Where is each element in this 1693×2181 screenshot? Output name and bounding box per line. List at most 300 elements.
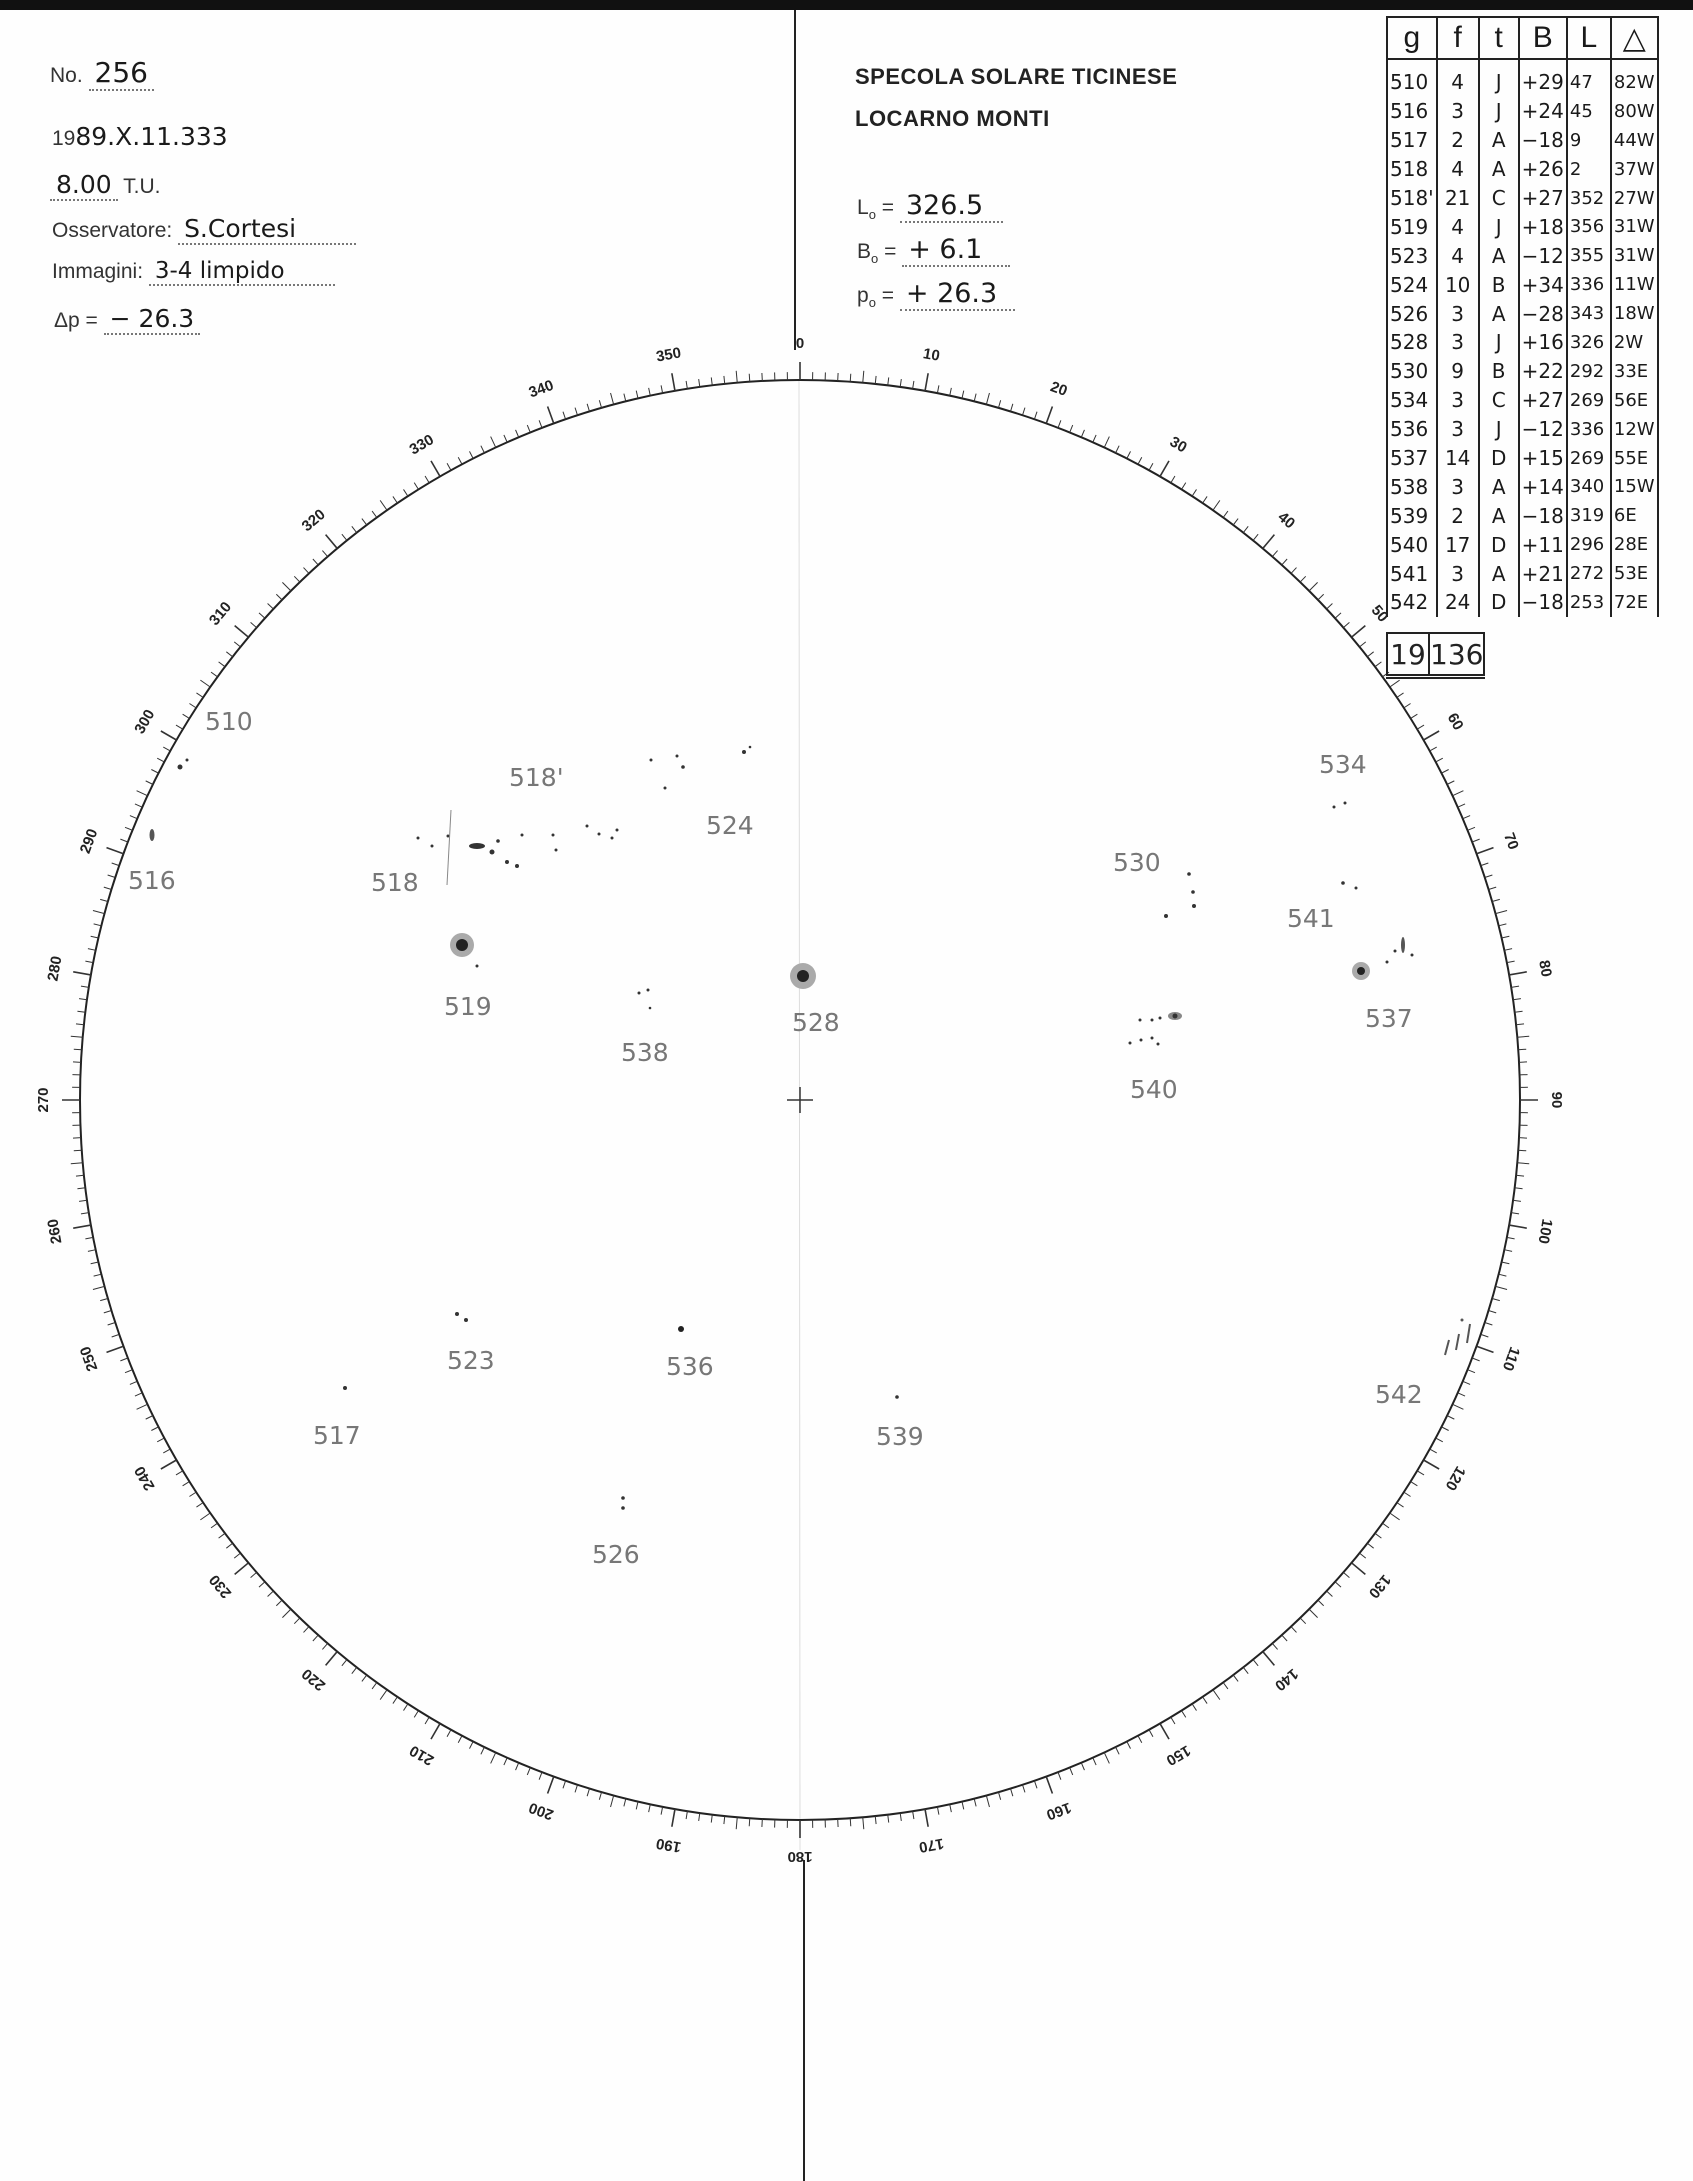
cell-longitude: 352: [1567, 184, 1611, 213]
scale-tick: [1138, 457, 1142, 464]
scale-tick: [1223, 1682, 1228, 1688]
cell-cm-distance: 80W: [1611, 97, 1658, 126]
scale-tick: [491, 437, 496, 448]
scale-tick: [1367, 1543, 1373, 1548]
scale-tick: [211, 672, 217, 677]
scale-tick: [1447, 781, 1454, 785]
cell-group: 536: [1387, 415, 1437, 444]
observatory-location: LOCARNO MONTI: [855, 106, 1050, 131]
cell-longitude: 340: [1567, 472, 1611, 501]
cell-longitude: 319: [1567, 501, 1611, 530]
header-B: B: [1519, 17, 1567, 59]
scale-tick: [925, 373, 928, 391]
cell-group: 540: [1387, 530, 1437, 559]
scale-tick: [137, 791, 148, 796]
scale-tick: [1233, 519, 1238, 525]
scale-tick: [1318, 1600, 1324, 1606]
scale-tick: [575, 1785, 577, 1793]
scale-tick: [1263, 1652, 1275, 1666]
cell-group: 517: [1387, 126, 1437, 155]
scale-tick: [1397, 693, 1404, 697]
scale-tick: [863, 371, 864, 383]
scale-tick: [1424, 1460, 1440, 1469]
scale-tick: [1515, 1188, 1523, 1189]
scale-tick: [1011, 404, 1013, 412]
scale-tick: [1192, 489, 1196, 496]
scale-tick: [469, 1742, 473, 1749]
scale-tick: [661, 1807, 663, 1815]
scale-tick: [1253, 534, 1258, 540]
scale-tick: [1492, 1298, 1500, 1300]
scale-tick: [1518, 1150, 1526, 1151]
scale-tick: [251, 622, 257, 627]
scale-tick: [1367, 652, 1373, 657]
scale-tick: [235, 626, 249, 638]
table-row: [1387, 270, 1658, 299]
scale-tick: [79, 999, 87, 1000]
cell-cm-distance: 56E: [1611, 386, 1658, 415]
scale-tick: [1499, 924, 1507, 926]
scale-tick: [282, 1609, 290, 1617]
scale-tick: [1127, 1742, 1131, 1749]
cell-spot-count: 21: [1437, 184, 1479, 213]
cell-latitude: +15: [1519, 444, 1567, 473]
scale-tick: [724, 1816, 725, 1824]
scale-tick: [146, 781, 153, 785]
cell-cm-distance: 27W: [1611, 184, 1658, 213]
scale-label-260: 260: [44, 1217, 66, 1246]
scale-tick: [587, 1789, 589, 1797]
scale-tick: [1046, 1777, 1052, 1794]
scale-tick: [624, 394, 626, 402]
scale-tick: [100, 1298, 108, 1300]
scale-tick: [1495, 911, 1507, 914]
scale-tick: [235, 1563, 249, 1575]
cell-type: B: [1479, 270, 1519, 299]
scale-tick: [326, 535, 338, 549]
scale-tick: [120, 839, 127, 842]
cell-latitude: +27: [1519, 184, 1567, 213]
sunspot-group-516: [150, 829, 155, 841]
scale-tick: [76, 1175, 84, 1176]
scale-tick: [1397, 1503, 1404, 1507]
cell-cm-distance: 28E: [1611, 530, 1658, 559]
table-row: [1387, 472, 1658, 501]
scale-tick: [200, 680, 210, 687]
cell-type: A: [1479, 472, 1519, 501]
scale-tick: [76, 1024, 84, 1025]
cell-group: 528: [1387, 328, 1437, 357]
scale-tick: [425, 476, 429, 483]
scale-tick: [259, 613, 265, 618]
scale-label-250: 250: [76, 1344, 102, 1374]
sunspot-group-519: [450, 933, 479, 968]
cell-cm-distance: 31W: [1611, 241, 1658, 270]
scale-label-20: 20: [1048, 378, 1070, 400]
sunspot-group-523: [455, 1312, 468, 1322]
scale-tick: [749, 1818, 750, 1826]
scale-tick: [176, 725, 183, 729]
scale-tick: [294, 1618, 300, 1624]
scale-tick: [137, 1404, 148, 1409]
cell-longitude: 356: [1567, 212, 1611, 241]
cell-cm-distance: 15W: [1611, 472, 1658, 501]
scale-tick: [1495, 1286, 1507, 1289]
scale-tick: [1390, 1513, 1400, 1520]
scale-tick: [516, 430, 519, 437]
group-label-510: 510: [205, 707, 253, 736]
scale-tick: [1453, 1404, 1464, 1409]
sunspot-group-534: [1333, 802, 1347, 809]
group-label-534: 534: [1319, 750, 1367, 779]
cell-group: 538: [1387, 472, 1437, 501]
scale-tick: [1160, 461, 1169, 477]
scale-tick: [1291, 568, 1296, 574]
scale-tick: [1507, 961, 1515, 963]
cell-cm-distance: 37W: [1611, 155, 1658, 184]
cell-spot-count: 3: [1437, 328, 1479, 357]
cell-type: A: [1479, 241, 1519, 270]
scale-tick: [313, 1635, 318, 1641]
cell-group: 518': [1387, 184, 1437, 213]
sunspot-group-542: [1445, 1319, 1470, 1356]
scale-tick: [1213, 1690, 1220, 1700]
scale-tick: [575, 408, 577, 416]
scale-tick: [1034, 412, 1037, 420]
scale-tick: [481, 1747, 485, 1754]
cell-type: A: [1479, 155, 1519, 184]
scale-tick: [425, 1717, 429, 1724]
cell-type: D: [1479, 530, 1519, 559]
group-label-538: 538: [621, 1038, 669, 1067]
cell-group: 526: [1387, 299, 1437, 328]
scale-tick: [276, 594, 282, 600]
cell-longitude: 292: [1567, 357, 1611, 386]
scale-tick: [1382, 1523, 1388, 1528]
scale-tick: [925, 1809, 928, 1827]
cell-latitude: +16: [1519, 328, 1567, 357]
scale-tick: [74, 1049, 82, 1050]
cell-spot-count: 4: [1437, 212, 1479, 241]
scale-label-200: 200: [526, 1798, 556, 1824]
cell-cm-distance: 72E: [1611, 588, 1658, 617]
cell-longitude: 355: [1567, 241, 1611, 270]
cell-cm-distance: 18W: [1611, 299, 1658, 328]
scale-tick: [850, 1818, 851, 1826]
scale-tick: [1458, 1393, 1465, 1396]
scale-tick: [962, 391, 964, 399]
sunspot-group-518-prime: [469, 825, 619, 869]
scale-tick: [1447, 1416, 1454, 1420]
scale-tick: [151, 1427, 158, 1431]
table-row: [1387, 386, 1658, 415]
scale-tick: [372, 511, 377, 517]
table-header-row: [1387, 17, 1658, 59]
group-label-524: 524: [706, 811, 754, 840]
table-row: [1387, 299, 1658, 328]
scale-tick: [112, 1334, 120, 1337]
scale-tick: [1352, 1563, 1366, 1575]
scale-tick: [1318, 594, 1324, 600]
scale-tick: [108, 875, 116, 877]
scale-label-70: 70: [1500, 830, 1522, 852]
cell-cm-distance: 11W: [1611, 270, 1658, 299]
scale-tick: [135, 804, 142, 807]
scale-tick: [380, 500, 387, 510]
scale-tick: [1424, 731, 1440, 740]
cell-spot-count: 4: [1437, 59, 1479, 97]
sunspot-group-540: [1129, 1012, 1183, 1046]
scale-tick: [219, 662, 225, 667]
cell-latitude: +29: [1519, 59, 1567, 97]
scale-tick: [1327, 1591, 1333, 1596]
cell-latitude: −18: [1519, 126, 1567, 155]
cell-spot-count: 2: [1437, 126, 1479, 155]
scale-tick: [211, 1523, 217, 1528]
scale-tick: [447, 1730, 451, 1737]
scale-tick: [1442, 769, 1449, 773]
scale-tick: [1442, 1427, 1449, 1431]
scale-tick: [1309, 582, 1317, 590]
scale-label-150: 150: [1163, 1741, 1194, 1769]
scale-tick: [1327, 604, 1333, 609]
sunspot-group-541: [1341, 881, 1357, 889]
scale-tick: [100, 899, 108, 901]
scale-tick: [458, 457, 462, 464]
scale-tick: [1375, 662, 1381, 667]
scale-label-340: 340: [526, 376, 556, 402]
header-g: g: [1387, 17, 1437, 59]
scale-label-180: 180: [787, 1848, 813, 1866]
table-totals: [1386, 632, 1485, 679]
scale-tick: [749, 374, 750, 382]
scale-tick: [672, 373, 675, 391]
scale-tick: [699, 379, 700, 387]
scale-tick: [458, 1736, 462, 1743]
sunspot-group-524: [650, 746, 752, 790]
cell-type: J: [1479, 415, 1519, 444]
scale-tick: [974, 394, 976, 402]
scale-tick: [1081, 430, 1084, 437]
scale-tick: [81, 1213, 89, 1214]
cell-type: C: [1479, 386, 1519, 415]
table-row: [1387, 328, 1658, 357]
observation-time: 8.00 T.U.: [50, 170, 160, 199]
scale-tick: [1472, 1358, 1479, 1361]
scale-tick: [77, 1188, 85, 1189]
scale-tick: [900, 379, 901, 387]
scale-tick: [1070, 425, 1073, 432]
scale-label-240: 240: [131, 1463, 159, 1494]
scale-tick: [686, 381, 687, 389]
cell-type: D: [1479, 588, 1519, 617]
scale-tick: [1171, 1717, 1175, 1724]
scale-tick: [649, 1804, 651, 1812]
cell-cm-distance: 2W: [1611, 328, 1658, 357]
group-label-523: 523: [447, 1346, 495, 1375]
scale-tick: [1504, 1250, 1512, 1252]
scale-tick: [1300, 1618, 1306, 1624]
scale-tick: [163, 1449, 170, 1453]
scale-tick: [1430, 1449, 1437, 1453]
scale-tick: [1022, 1785, 1024, 1793]
group-label-540: 540: [1130, 1075, 1178, 1104]
scale-tick: [104, 1311, 112, 1313]
scale-tick: [1517, 1036, 1529, 1037]
scale-tick: [91, 1262, 99, 1264]
sunspot-group-528: [790, 963, 816, 989]
scale-tick: [1375, 1533, 1381, 1538]
scale-tick: [161, 1460, 177, 1469]
cell-type: B: [1479, 357, 1519, 386]
scale-tick: [1511, 986, 1519, 987]
cell-latitude: +24: [1519, 97, 1567, 126]
header-L: L: [1567, 17, 1611, 59]
scale-tick: [226, 652, 232, 657]
scale-tick: [1335, 1582, 1341, 1587]
cell-group: 524: [1387, 270, 1437, 299]
cell-longitude: 269: [1567, 386, 1611, 415]
scale-tick: [372, 1682, 377, 1688]
scale-tick: [1509, 972, 1527, 975]
scale-tick: [112, 863, 120, 866]
cell-latitude: −28: [1519, 299, 1567, 328]
scale-label-10: 10: [921, 345, 942, 365]
scale-tick: [276, 1600, 282, 1606]
scale-tick: [974, 1799, 976, 1807]
table-row: [1387, 559, 1658, 588]
cell-latitude: −12: [1519, 415, 1567, 444]
cell-cm-distance: 31W: [1611, 212, 1658, 241]
scale-label-330: 330: [406, 431, 437, 459]
group-label-542: 542: [1375, 1380, 1423, 1409]
scale-tick: [504, 435, 507, 442]
scale-tick: [88, 949, 96, 951]
ephemeris-L0: $L_o = 326.5$: [857, 190, 1003, 222]
cell-longitude: 253: [1567, 588, 1611, 617]
scale-tick: [304, 1627, 309, 1633]
scale-tick: [431, 461, 440, 477]
group-label-519: 519: [444, 992, 492, 1021]
scale-tick: [875, 1816, 876, 1824]
cell-group: 530: [1387, 357, 1437, 386]
scale-tick: [1513, 999, 1521, 1000]
cell-spot-count: 10: [1437, 270, 1479, 299]
cell-type: A: [1479, 559, 1519, 588]
scale-tick: [1138, 1736, 1142, 1743]
scale-tick: [157, 758, 164, 762]
cell-spot-count: 3: [1437, 472, 1479, 501]
scale-tick: [135, 1393, 142, 1396]
scale-tick: [1093, 435, 1096, 442]
cell-longitude: 9: [1567, 126, 1611, 155]
group-label-518: 518: [371, 868, 419, 897]
scale-tick: [1263, 535, 1275, 549]
table-row: [1387, 97, 1658, 126]
scale-label-0: 0: [795, 334, 805, 352]
scale-tick: [1070, 1768, 1073, 1775]
observatory-name: SPECOLA SOLARE TICINESE: [855, 64, 1178, 89]
scale-tick: [469, 451, 473, 458]
table-row: [1387, 530, 1658, 559]
scale-tick: [1282, 559, 1287, 565]
sunspot-group-537: [1352, 937, 1414, 980]
scale-tick: [863, 1817, 864, 1829]
scale-tick: [414, 1711, 418, 1718]
group-label-516: 516: [128, 866, 176, 895]
cell-latitude: +26: [1519, 155, 1567, 184]
scale-label-210: 210: [406, 1741, 437, 1769]
sunspot-groups-table: [1386, 16, 1659, 617]
cell-longitude: 326: [1567, 328, 1611, 357]
delta-p: Δp = − 26.3: [54, 304, 200, 333]
cell-latitude: −18: [1519, 588, 1567, 617]
scale-tick: [563, 412, 566, 420]
scale-tick: [161, 731, 177, 740]
cell-cm-distance: 55E: [1611, 444, 1658, 473]
cell-type: A: [1479, 299, 1519, 328]
table-row: [1387, 501, 1658, 530]
scale-tick: [636, 391, 638, 399]
scale-tick: [624, 1799, 626, 1807]
scale-tick: [1509, 1225, 1527, 1228]
scale-tick: [268, 1591, 274, 1596]
scale-tick: [900, 1813, 901, 1821]
scale-tick: [1233, 1675, 1238, 1681]
scale-tick: [282, 582, 290, 590]
scale-tick: [1502, 1262, 1510, 1264]
scale-label-160: 160: [1044, 1798, 1074, 1824]
scale-tick: [672, 1809, 675, 1827]
scale-tick: [1034, 1781, 1037, 1789]
cell-spot-count: 2: [1437, 501, 1479, 530]
scale-tick: [183, 1482, 190, 1486]
scale-tick: [1058, 420, 1061, 427]
scale-tick: [548, 1777, 554, 1794]
scale-label-190: 190: [654, 1834, 683, 1856]
scale-tick: [587, 404, 589, 412]
scale-tick: [71, 1163, 83, 1164]
scale-tick: [998, 400, 1000, 408]
scale-tick: [913, 381, 914, 389]
central-meridian-faint: [799, 380, 800, 1850]
table-row: [1387, 126, 1658, 155]
scale-tick: [380, 1690, 387, 1700]
scale-tick: [1046, 407, 1052, 424]
scale-tick: [1463, 1381, 1470, 1384]
cell-longitude: 45: [1567, 97, 1611, 126]
scale-tick: [1116, 446, 1120, 453]
cell-spot-count: 4: [1437, 241, 1479, 270]
scale-tick: [661, 385, 663, 393]
scale-label-310: 310: [205, 598, 236, 629]
cell-spot-count: 17: [1437, 530, 1479, 559]
cell-group: 518: [1387, 155, 1437, 184]
cell-latitude: +27: [1519, 386, 1567, 415]
scale-tick: [342, 534, 347, 540]
scale-tick: [1203, 1697, 1207, 1704]
cell-group: 537: [1387, 444, 1437, 473]
cell-group: 523: [1387, 241, 1437, 270]
scale-tick: [393, 1697, 397, 1704]
scale-label-140: 140: [1271, 1664, 1302, 1695]
scale-tick: [404, 489, 408, 496]
scale-tick: [1022, 408, 1024, 416]
scale-tick: [1127, 451, 1131, 458]
sunspot-group-539: [895, 1395, 899, 1399]
group-label-517: 517: [313, 1421, 361, 1450]
observer: Osservatore: S.Cortesi: [52, 214, 356, 243]
